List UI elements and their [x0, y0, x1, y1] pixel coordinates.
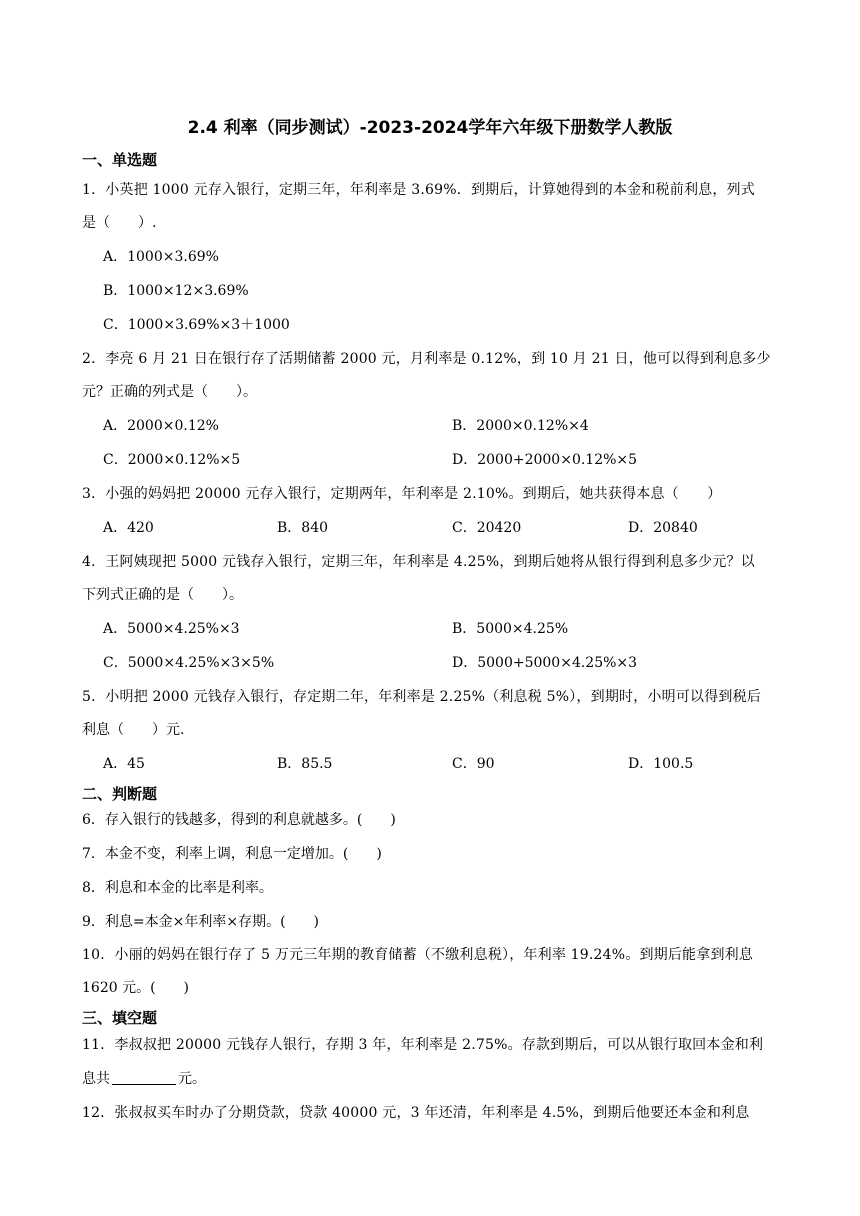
question-10-line-2: 1620 元。( ) [82, 980, 190, 996]
section-heading-single-choice: 一、单选题 [82, 151, 158, 169]
question-5-option-d: D．100.5 [628, 756, 694, 772]
question-3-option-a: A．420 [103, 520, 154, 536]
question-1-line-2: 是（ ）. [82, 215, 157, 231]
question-8: 8．利息和本金的比率是利率。 [82, 880, 273, 896]
question-4-option-c: C．5000×4.25%×3×5% [103, 655, 275, 671]
question-2-line-1: 2．李亮 6 月 21 日在银行存了活期储蓄 2000 元，月利率是 0.12%，到 10 月 21 日，他可以得到利息多少 [82, 351, 771, 367]
question-4-line-1: 4．王阿姨现把 5000 元钱存入银行，定期三年，年利率是 4.25%，到期后她将从银行得到利息多少元？以 [82, 554, 755, 570]
question-1-option-a: A．1000×3.69% [103, 249, 219, 265]
section-heading-fill-in: 三、填空题 [82, 1009, 158, 1027]
question-1-option-c: C．1000×3.69%×3＋1000 [103, 317, 290, 333]
question-7: 7．本金不变，利率上调，利息一定增加。( ) [82, 846, 382, 862]
question-11-line-2 [82, 1069, 206, 1089]
question-1-option-b: B．1000×12×3.69% [103, 283, 249, 299]
question-4-option-b: B．5000×4.25% [452, 621, 569, 637]
question-10-line-1: 10．小丽的妈妈在银行存了 5 万元三年期的教育储蓄（不缴利息税），年利率 19.24%。到期后能拿到利息 [82, 947, 754, 963]
question-11-line-1: 11．李叔叔把 20000 元钱存人银行，存期 3 年，年利率是 2.75%。存款到期后，可以从银行取回本金和利 [82, 1037, 764, 1053]
question-2-option-d: D．2000+2000×0.12%×5 [452, 452, 638, 468]
question-3-option-d: D．20840 [628, 520, 698, 536]
question-4-option-a: A．5000×4.25%×3 [103, 621, 240, 637]
question-12-line-1: 12．张叔叔买车时办了分期贷款，贷款 40000 元，3 年还清，年利率是 4.5%，到期后他要还本金和利息 [82, 1105, 750, 1121]
question-5-option-c: C．90 [452, 756, 495, 772]
question-4-line-2: 下列式正确的是（ ）。 [82, 587, 243, 603]
question-2-option-c: C．2000×0.12%×5 [103, 452, 241, 468]
answer-blank[interactable] [112, 1070, 176, 1085]
page-title: 2.4 利率（同步测试）-2023-2024学年六年级下册数学人教版 [187, 118, 673, 138]
question-9: 9．利息=本金×年利率×存期。( ) [82, 914, 320, 930]
question-3-option-b: B．840 [277, 520, 329, 536]
section-heading-true-false: 二、判断题 [82, 785, 158, 803]
question-2-option-a: A．2000×0.12% [103, 418, 219, 434]
question-5-line-2: 利息（ ）元. [82, 722, 185, 738]
question-6: 6．存入银行的钱越多，得到的利息就越多。( ) [82, 812, 396, 828]
question-11-suffix: 元。 [178, 1071, 206, 1087]
question-2-option-b: B．2000×0.12%×4 [452, 418, 589, 434]
question-1-line-1: 1．小英把 1000 元存入银行，定期三年，年利率是 3.69%．到期后，计算她得到的本金和税前利息，列式 [82, 182, 755, 198]
question-3-line-1: 3．小强的妈妈把 20000 元存入银行，定期两年，年利率是 2.10%。到期后，她共获得本息（ ） [82, 486, 722, 502]
question-5-line-1: 5．小明把 2000 元钱存入银行，存定期二年，年利率是 2.25%（利息税 5%），到期时，小明可以得到税后 [82, 689, 762, 705]
question-2-line-2: 元？正确的列式是（ ）。 [82, 384, 257, 400]
question-4-option-d: D．5000+5000×4.25%×3 [452, 655, 638, 671]
question-11-prefix: 息共 [82, 1071, 110, 1087]
question-3-option-c: C．20420 [452, 520, 522, 536]
question-5-option-b: B．85.5 [277, 756, 333, 772]
question-5-option-a: A．45 [103, 756, 145, 772]
